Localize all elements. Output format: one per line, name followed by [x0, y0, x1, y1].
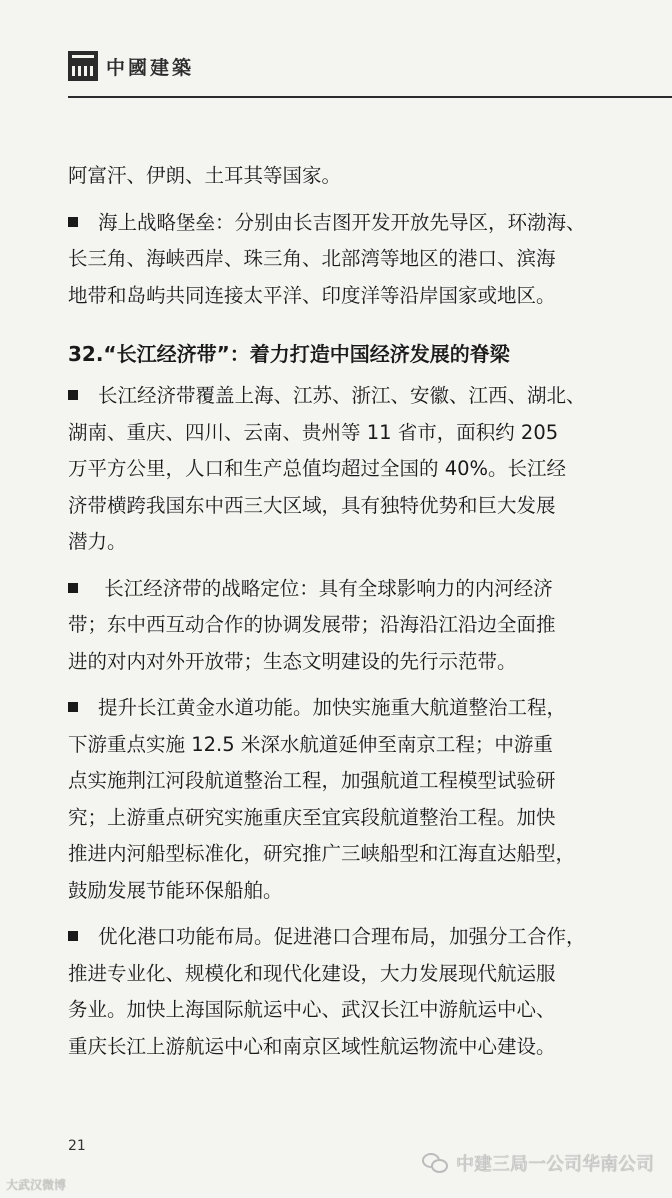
watermark-text: 中建三局一公司华南公司	[456, 1154, 654, 1175]
paragraph-positioning	[68, 571, 616, 681]
paragraph-maritime	[68, 205, 616, 315]
text-line: 进的对内对外开放带；生态文明建设的先行示范带。	[68, 649, 517, 673]
paragraph-continuation	[68, 158, 616, 195]
page-number: 21	[68, 1138, 86, 1154]
text-line: 万平方公里，人口和生产总值均超过全国的 40%。长江经	[68, 457, 567, 480]
text-line: 提升长江黄金水道功能。加快实施重大航道整治工程，	[68, 690, 616, 727]
header-divider	[68, 96, 672, 98]
paragraph-coverage	[68, 378, 616, 561]
text-line: 下游重点实施 12.5 米深水航道延伸至南京工程；中游重	[68, 732, 553, 756]
bullet-icon	[68, 931, 78, 941]
logo-text: 中國建築	[106, 56, 195, 79]
page-content	[68, 158, 616, 1075]
paragraph-waterway	[68, 690, 616, 909]
text-line: 湖南、重庆、四川、云南、贵州等 11 省市，面积约 205	[68, 420, 559, 444]
text-line: 点实施荆江河段航道整治工程，加强航道工程模型试验研	[68, 769, 556, 792]
watermark-account	[422, 1150, 654, 1176]
bullet-icon	[68, 390, 78, 400]
text-line: 推进专业化、规模化和现代化建设，大力发展现代航运服	[68, 961, 556, 985]
watermark-weibo: 大武汉微博	[6, 1178, 67, 1192]
text-line: 长三角、海峡西岸、珠三角、北部湾等地区的港口、滨海	[68, 247, 556, 270]
wechat-icon	[422, 1153, 448, 1173]
text-line: 带；东中西互动合作的协调发展带；沿海沿江沿边全面推	[68, 613, 556, 636]
text-line: 海上战略堡垒：分别由长吉图开发开放先导区，环渤海、	[68, 205, 616, 242]
text-line: 长江经济带的战略定位：具有全球影响力的内河经济	[68, 571, 616, 608]
section-heading: 32.“长江经济带”：着力打造中国经济发展的脊梁	[68, 342, 510, 366]
paragraph-ports	[68, 919, 616, 1065]
text-line: 鼓励发展节能环保船舶。	[68, 878, 283, 902]
cscec-logo-icon	[68, 51, 98, 81]
text-line: 务业。加快上海国际航运中心、武汉长江中游航运中心、	[68, 998, 556, 1021]
text-line: 重庆长江上游航运中心和南京区域性航运物流中心建设。	[68, 1034, 556, 1058]
text-line: 究；上游重点研究实施重庆至宜宾段航道整治工程。加快	[68, 805, 556, 829]
text-line: 长江经济带覆盖上海、江苏、浙江、安徽、江西、湖北、	[68, 378, 616, 415]
text-line: 潜力。	[68, 530, 127, 553]
text-line: 推进内河船型标准化，研究推广三峡船型和江海直达船型，	[68, 842, 576, 865]
text-line: 地带和岛屿共同连接太平洋、印度洋等沿岸国家或地区。	[68, 283, 556, 307]
text-line: 济带横跨我国东中西三大区域，具有独特优势和巨大发展	[68, 493, 556, 517]
text-line: 阿富汗、伊朗、土耳其等国家。	[68, 164, 342, 187]
bullet-icon	[68, 583, 78, 593]
bullet-icon	[68, 217, 78, 227]
bullet-icon	[68, 702, 78, 712]
text-line: 优化港口功能布局。促进港口合理布局，加强分工合作，	[68, 919, 616, 956]
header	[68, 48, 194, 84]
